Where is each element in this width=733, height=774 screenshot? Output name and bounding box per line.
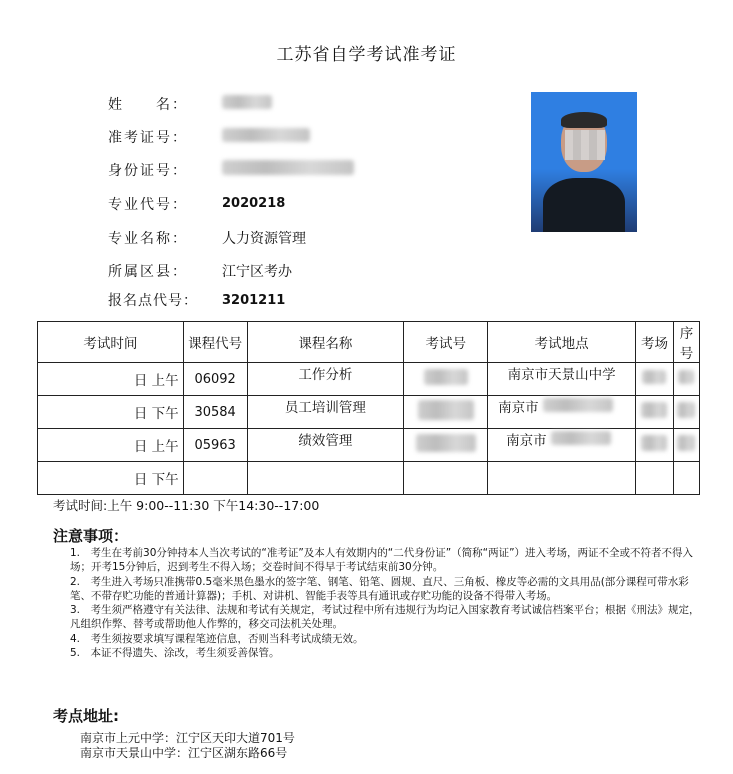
row-seat-redacted [673,429,699,462]
row-room-redacted [636,363,674,396]
notes-title: 注意事项： [53,527,129,545]
header-code: 课程代号 [183,322,247,363]
candidate-photo [531,92,637,232]
header-time: 考试时间 [38,322,184,363]
header-exam-no: 考试号 [404,322,488,363]
major-code-label: 专业代号： [108,197,188,213]
row-course [247,462,404,495]
id-value-redacted [222,160,354,179]
id-label: 身份证号： [108,163,188,179]
row-seat-redacted [673,363,699,396]
header-course: 课程名称 [247,322,404,363]
address-item: 南京市天景山中学：江宁区湖东路66号 [80,746,288,760]
header-seat: 序号 [673,322,699,363]
page-title: 工苏省自学考试准考证 [276,45,457,65]
reg-point-label: 报名点代号： [108,293,198,309]
note-item: 5. 本证不得遗失、涂改，考生须妥善保管。 [70,647,280,660]
exam-schedule-table [37,321,700,495]
table-row [38,396,700,429]
notes-list [70,546,700,660]
district-value: 江宁区考办 [222,264,292,280]
exam-hours: 考试时间:上午 9:00--11:30 下午14:30--17:00 [53,498,320,513]
row-code: 05963 [183,429,247,462]
row-time: 日 上午 [38,429,184,462]
row-time: 日 下午 [38,396,184,429]
note-item: 2. 考生进入考场只准携带0.5毫米黑色墨水的签字笔、钢笔、铅笔、圆规、直尺、三角板、橡皮等必需的文具用品(部分课程可带水彩笔、不带存贮功能的普通计算器)；手机、对讲机、智能手表等具有通讯或存贮功能的设备不得带入考场。 [70,575,689,602]
district-label: 所属区县： [108,264,188,280]
row-seat-redacted [673,396,699,429]
header-location: 考试地点 [488,322,636,363]
header-room: 考场 [636,322,674,363]
address-title: 考点地址: [53,707,119,725]
row-room [636,462,674,495]
table-header-row [38,322,700,363]
major-code-value: 2020218 [222,196,286,211]
row-exam-no-redacted [404,363,488,396]
note-item: 1. 考生在考前30分钟持本人当次考试的“准考证”及本人有效期内的“二代身份证”（简称“两证”）进入考场，两证不全或不符者不得入场；开考15分钟后，迟到考生不得入场；交卷时间不得早于考试结束前30分钟。 [70,547,694,574]
row-exam-no-redacted [404,429,488,462]
major-name-label: 专业名称： [108,231,188,247]
row-location: 南京市 [488,429,636,462]
ticket-value-redacted [222,128,310,146]
ticket-label: 准考证号： [108,130,188,146]
row-course: 员工培训管理 [247,396,404,429]
row-location: 南京市 [488,396,636,429]
name-value-redacted [222,95,272,113]
address-item: 南京市上元中学：江宁区天印大道701号 [80,731,295,745]
row-code: 06092 [183,363,247,396]
name-label: 姓 名： [108,97,188,113]
note-item: 4. 考生须按要求填写课程笔迹信息，否则当科考试成绩无效。 [70,632,364,645]
table-row [38,429,700,462]
row-time: 日 上午 [38,363,184,396]
row-exam-no [404,462,488,495]
note-item: 3. 考生须严格遵守有关法律、法规和考试有关规定，考试过程中所有违规行为均记入国家教育考试诚信档案平台；根据《刑法》规定，凡组织作弊、替考或帮助他人作弊的，移交司法机关处理。 [70,604,700,631]
table-row [38,462,700,495]
row-room-redacted [636,396,674,429]
row-code [183,462,247,495]
row-location [488,462,636,495]
major-name-value: 人力资源管理 [222,231,306,247]
row-code: 30584 [183,396,247,429]
row-room-redacted [636,429,674,462]
reg-point-value: 3201211 [222,293,286,308]
row-course: 绩效管理 [247,429,404,462]
row-seat [673,462,699,495]
table-row [38,363,700,396]
row-course: 工作分析 [247,363,404,396]
row-exam-no-redacted [404,396,488,429]
row-time: 日 下午 [38,462,184,495]
row-location: 南京市天景山中学 [488,363,636,396]
